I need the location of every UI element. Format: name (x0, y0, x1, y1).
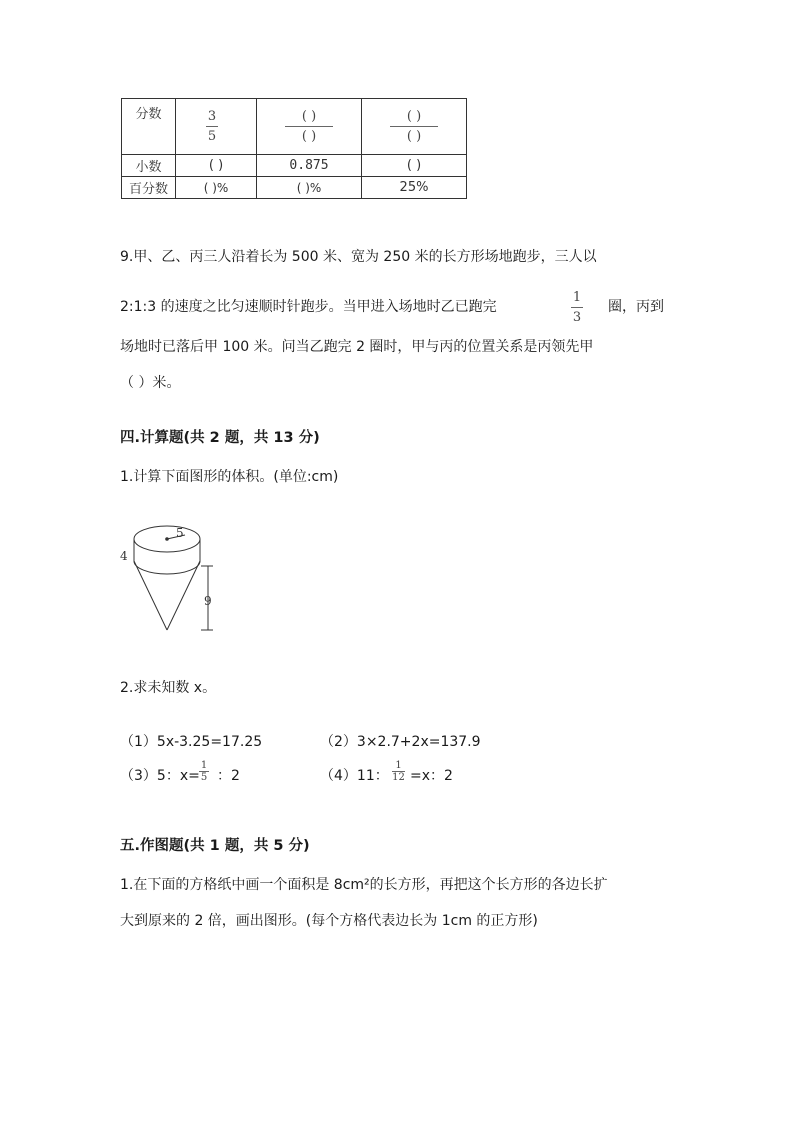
fraction-blank: ( ) ( ) (390, 109, 438, 144)
q9-line1: 9.甲、乙、丙三人沿着长为 500 米、宽为 250 米的长方形场地跑步，三人以 (120, 249, 597, 265)
cylinder-height-label: 4 (120, 549, 128, 563)
table-cell: ( ) (176, 155, 257, 177)
equation-4-fraction: 1 12 (392, 760, 405, 783)
conversion-table (121, 98, 467, 199)
q9-line4: （ ）米。 (120, 375, 181, 391)
section4-q1: 1.计算下面图形的体积。(单位:cm) (120, 469, 339, 485)
row-label-decimal: 小数 (122, 155, 176, 177)
q9-line3: 场地时已落后甲 100 米。问当乙跑完 2 圈时，甲与丙的位置关系是丙领先甲 (120, 339, 594, 355)
q9-fraction: 1 3 (572, 290, 582, 325)
table-cell: ( )% (176, 177, 257, 199)
cone-right-edge (167, 561, 200, 630)
table-cell (257, 99, 362, 155)
fraction-blank: ( ) ( ) (285, 109, 333, 144)
table-cell (176, 99, 257, 155)
section5-heading: 五.作图题(共 1 题，共 5 分) (120, 838, 310, 854)
cylinder-cone-figure (115, 515, 225, 640)
row-label-fraction: 分数 (122, 99, 176, 155)
equation-4-before: （4）11： (320, 768, 389, 784)
equation-4-after: =x：2 (410, 768, 453, 784)
radius-label: 5 (176, 526, 184, 540)
table-cell: ( )% (257, 177, 362, 199)
section4-heading: 四.计算题(共 2 题，共 13 分) (120, 430, 320, 446)
equation-3-after: ：2 (217, 768, 240, 784)
table-cell (362, 99, 467, 155)
row-label-percent: 百分数 (122, 177, 176, 199)
table-cell: 0.875 (257, 155, 362, 177)
section5-q1-line2: 大到原来的 2 倍，画出图形。(每个方格代表边长为 1cm 的正方形) (120, 913, 538, 929)
table-row (122, 155, 467, 177)
table-row (122, 99, 467, 155)
fraction: 3 5 (207, 109, 217, 144)
table-cell: 25% (362, 177, 467, 199)
equation-3-before: （3）5：x= (120, 768, 200, 784)
center-dot (165, 537, 169, 541)
section4-q2: 2.求未知数 x。 (120, 680, 217, 696)
q9-line2-after: 圈，丙到 (608, 299, 664, 315)
equation-3-fraction: 1 5 (200, 760, 208, 783)
cone-height-label: 9 (204, 594, 212, 608)
section5-q1-line1: 1.在下面的方格纸中画一个面积是 8cm²的长方形，再把这个长方形的各边长扩 (120, 877, 608, 893)
table-cell: ( ) (362, 155, 467, 177)
cone-left-edge (134, 561, 167, 630)
table-row (122, 177, 467, 199)
q9-line2-before: 2:1:3 的速度之比匀速顺时针跑步。当甲进入场地时乙已跑完 (120, 299, 497, 315)
equation-2: （2）3×2.7+2x=137.9 (320, 734, 481, 750)
equation-1: （1）5x-3.25=17.25 (120, 734, 263, 750)
